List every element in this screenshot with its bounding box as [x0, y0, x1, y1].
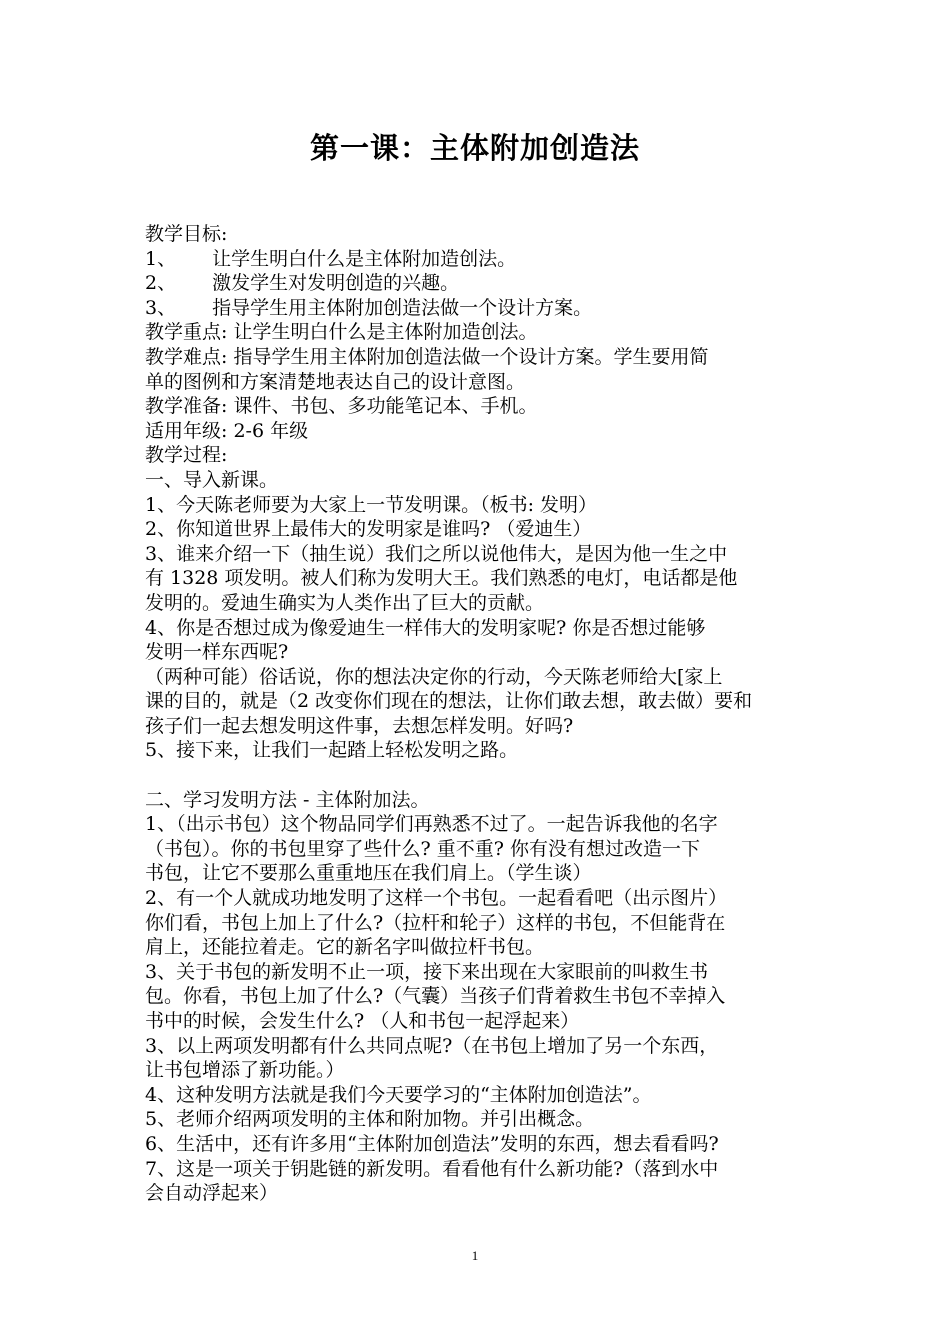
text-line: 2、有一个人就成功地发明了这样一个书包。一起看看吧（出示图片）	[145, 887, 728, 910]
text-line: 3、关于书包的新发明不止一项，接下来出现在大家眼前的叫救生书	[145, 960, 709, 983]
text-line: 3、以上两项发明都有什么共同点呢?（在书包上增加了另一个东西，	[145, 1034, 719, 1057]
blank-line	[145, 763, 825, 788]
text-line: 1、今天陈老师要为大家上一节发明课。（板书: 发明）	[145, 493, 598, 516]
list-text: 指导学生用主体附加创造法做一个设计方案。	[212, 296, 593, 319]
section-heading: 一、导入新课。	[145, 468, 279, 491]
text-line: 会自动浮起来）	[145, 1182, 279, 1205]
text-line: 6、生活中，还有许多用“主体附加创造法”发明的东西，想去看看吗?	[145, 1132, 719, 1155]
text-line: 孩子们一起去想发明这件事，去想怎样发明。好吗?	[145, 714, 574, 737]
list-item	[145, 247, 825, 272]
text-line: 适用年级: 2-6 年级	[145, 419, 309, 442]
list-text: 让学生明白什么是主体附加造创法。	[212, 247, 517, 270]
page-number: 1	[471, 1248, 479, 1263]
text-line: 3、谁来介绍一下（抽生说）我们之所以说他伟大，是因为他一生之中	[145, 542, 728, 565]
text-line: 2、你知道世界上最伟大的发明家是谁吗? （爱迪生）	[145, 518, 592, 541]
list-number: 2、	[145, 272, 177, 295]
document-body	[145, 222, 825, 1206]
section-heading: 二、学习发明方法 - 主体附加法。	[145, 788, 430, 811]
text-line: 教学难点: 指导学生用主体附加创造法做一个设计方案。学生要用简	[145, 345, 709, 368]
list-text: 激发学生对发明创造的兴趣。	[212, 272, 460, 295]
list-item	[145, 296, 825, 321]
text-line: 教学准备: 课件、书包、多功能笔记本、手机。	[145, 395, 538, 418]
text-line: 5、接下来，让我们一起踏上轻松发明之路。	[145, 739, 519, 762]
text-line: 4、这种发明方法就是我们今天要学习的“主体附加创造法”。	[145, 1083, 652, 1106]
text-line: 单的图例和方案清楚地表达自己的设计意图。	[145, 370, 526, 393]
text-line: 发明的。爱迪生确实为人类作出了巨大的贡献。	[145, 591, 545, 614]
text-line: 书中的时候，会发生什么? （人和书包一起浮起来）	[145, 1010, 580, 1032]
text-line: 让书包增添了新功能。）	[145, 1059, 345, 1082]
list-item	[145, 271, 825, 296]
text-line: 书包，让它不要那么重重地压在我们肩上。（学生谈）	[145, 862, 592, 885]
text-line: 你们看，书包上加上了什么?（拉杆和轮子）这样的书包，不但能背在	[145, 911, 726, 934]
text-line: （书包）。你的书包里穿了些什么? 重不重? 你有没有想过改造一下	[145, 837, 700, 860]
text-line: 教学过程:	[145, 444, 228, 467]
text-line: 7、这是一项关于钥匙链的新发明。看看他有什么新功能?（落到水中	[145, 1157, 719, 1180]
text-line: 教学重点: 让学生明白什么是主体附加造创法。	[145, 321, 538, 344]
text-line: 有 1328 项发明。被人们称为发明大王。我们熟悉的电灯，电话都是他	[145, 567, 738, 590]
list-number: 1、	[145, 247, 177, 270]
text-line: 5、老师介绍两项发明的主体和附加物。并引出概念。	[145, 1108, 595, 1131]
list-number: 3、	[145, 296, 177, 319]
text-line: 肩上，还能拉着走。它的新名字叫做拉杆书包。	[145, 936, 545, 959]
page-title: 第一课：主体附加创造法	[309, 131, 640, 165]
text-line: 课的目的，就是（2 改变你们现在的想法，让你们敢去想，敢去做）要和	[145, 690, 753, 713]
text-line: 4、你是否想过成为像爱迪生一样伟大的发明家呢? 你是否想过能够	[145, 616, 706, 639]
text-line: 教学目标:	[145, 223, 228, 245]
text-line: （两种可能）俗话说，你的想法决定你的行动，今天陈老师给大[家上	[145, 665, 723, 688]
text-line: 包。你看，书包上加了什么?（气囊）当孩子们背着救生书包不幸掉入	[145, 985, 726, 1008]
text-line: 1、（出示书包）这个物品同学们再熟悉不过了。一起告诉我他的名字	[145, 813, 718, 836]
text-line: 发明一样东西呢?	[145, 641, 289, 664]
